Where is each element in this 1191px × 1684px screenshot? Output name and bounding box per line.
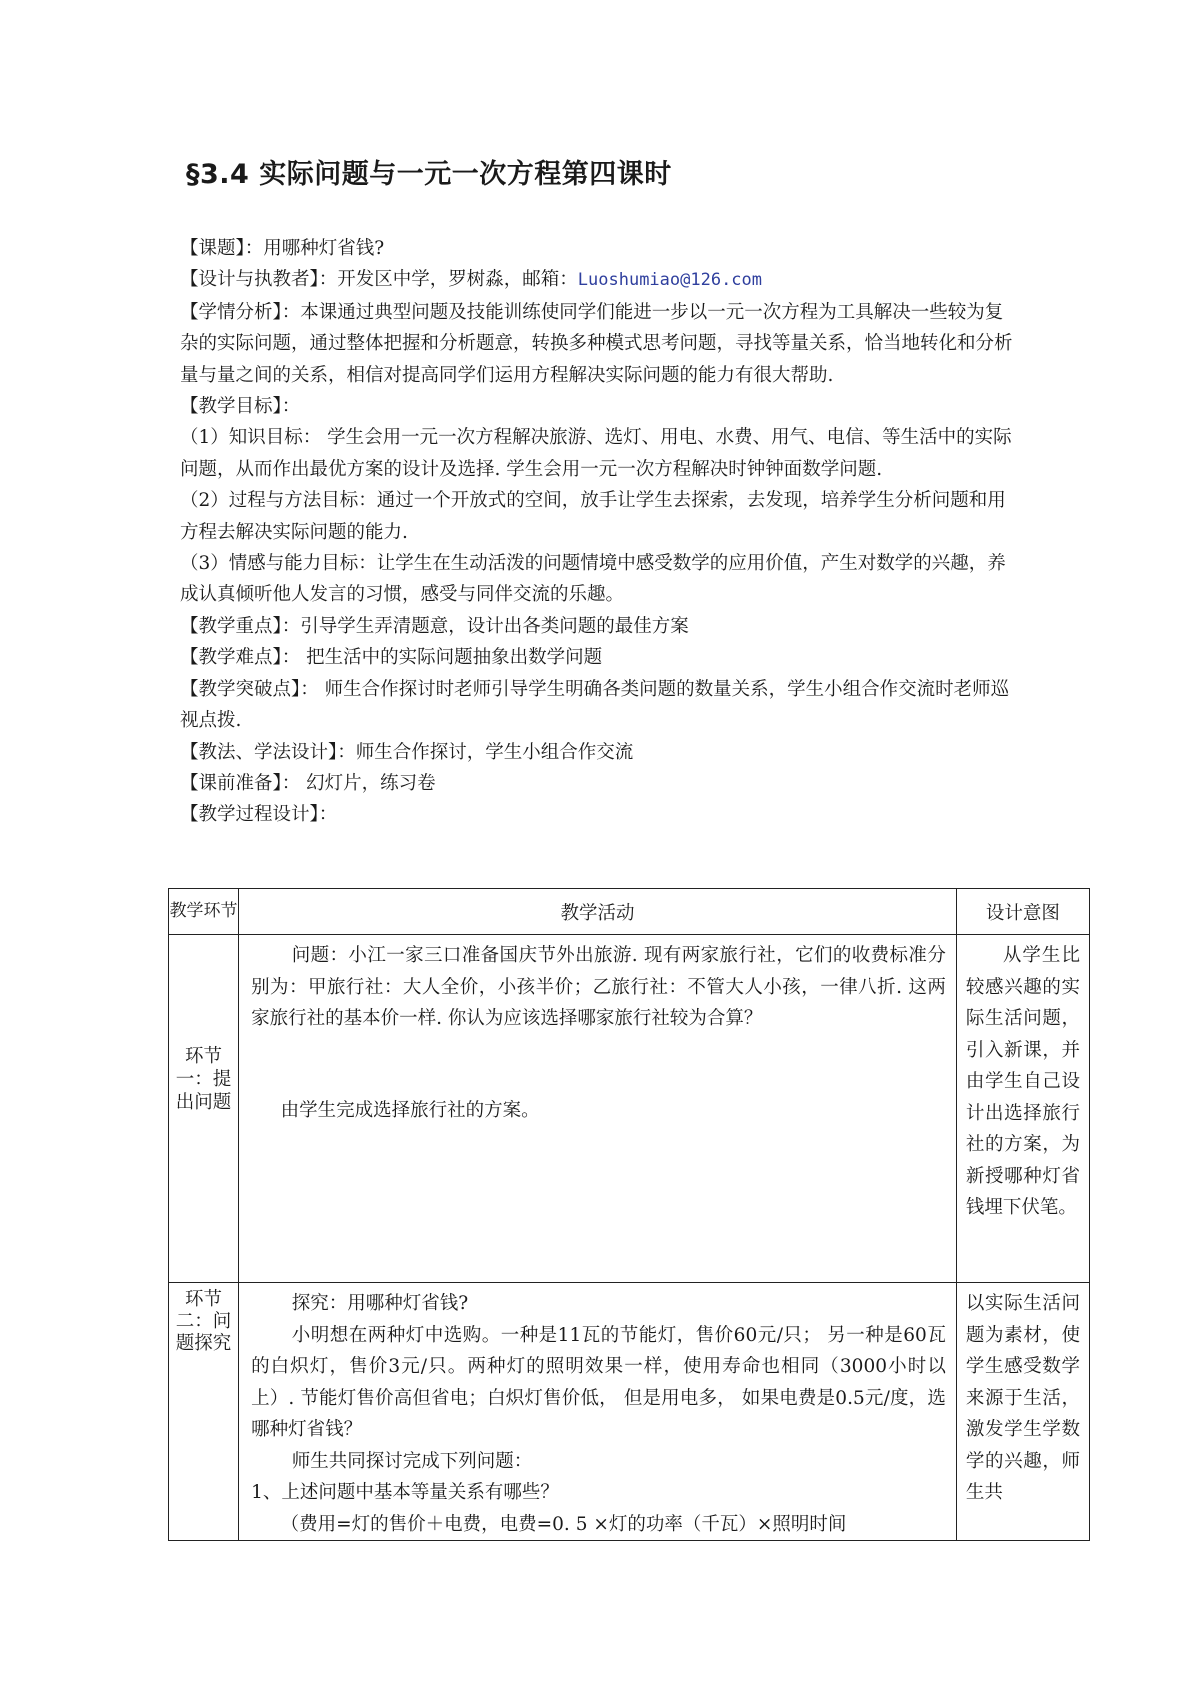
methods-label: 【教法、学法设计】： bbox=[180, 741, 356, 763]
header-intent: 设计意图 bbox=[956, 889, 1089, 935]
designer-line bbox=[180, 264, 1020, 296]
stage-label: 环节二：问题探究 bbox=[175, 1289, 232, 1354]
key-points-label: 【教学重点】： bbox=[180, 615, 301, 637]
activity-paragraph: （费用=灯的售价＋电费，电费=0. 5 ×灯的功率（千瓦）×照明时间 bbox=[280, 1513, 847, 1535]
preparation-value: 幻灯片，练习卷 bbox=[300, 772, 436, 794]
designer-value: 开发区中学，罗树淼，邮箱： bbox=[337, 269, 578, 291]
activity-paragraph: 1、上述问题中基本等量关系有哪些？ bbox=[251, 1482, 559, 1503]
key-points-value: 引导学生弄清题意，设计出各类问题的最佳方案 bbox=[300, 615, 689, 637]
analysis-line bbox=[180, 297, 1020, 391]
goal-knowledge: （1）知识目标： 学生会用一元一次方程解决旅游、选灯、用电、水费、用气、电信、等生活中的实际问题，从而作出最优方案的设计及选择. 学生会用一元一次方程解决时钟钟面数学问题. bbox=[180, 427, 1012, 480]
table-row bbox=[169, 935, 1090, 1283]
stage-label: 环节一：提出问题 bbox=[175, 1046, 232, 1113]
process-label: 【教学过程设计】： bbox=[180, 804, 338, 826]
breakthrough-value: 师生合作探讨时老师引导学生明确各类问题的数量关系，学生小组合作交流时老师巡视点拨. bbox=[180, 678, 1010, 732]
lesson-process-table bbox=[168, 888, 1090, 1541]
stage-cell bbox=[169, 935, 239, 1283]
page-title: §3.4 实际问题与一元一次方程第四课时 bbox=[186, 159, 672, 190]
topic-label: 【课题】： bbox=[180, 238, 264, 259]
analysis-label: 【学情分析】： bbox=[180, 301, 301, 323]
analysis-value: 本课通过典型问题及技能训练使同学们能进一步以一元一次方程为工具解决一些较为复杂的实际问题，通过整体把握和分析题意，转换多种模式思考问题，寻找等量关系，恰当地转化和分析量与量之间的关系，相信对提高同学们运用方程解决实际问题的能力有很大帮助. bbox=[180, 301, 1013, 386]
methods-line bbox=[180, 737, 1020, 768]
difficulties-value: 把生活中的实际问题抽象出数学问题 bbox=[300, 647, 603, 669]
topic-line bbox=[180, 233, 1020, 264]
activity-paragraph: 探究：用哪种灯省钱? bbox=[291, 1293, 469, 1314]
intent-text: 从学生比较感兴趣的实际生活问题，引入新课，并由学生自己设计出选择旅行社的方案，为新授哪种灯省钱埋下伏笔。 bbox=[965, 945, 1080, 1218]
stage-cell bbox=[169, 1283, 239, 1541]
activity-cell bbox=[239, 1283, 957, 1541]
preparation-line bbox=[180, 768, 1020, 799]
intent-cell bbox=[956, 935, 1089, 1283]
designer-label: 【设计与执教者】： bbox=[180, 269, 338, 291]
breakthrough-label: 【教学突破点】： bbox=[180, 678, 319, 700]
goal-emotion: （3）情感与能力目标：让学生在生动活泼的问题情境中感受数学的应用价值，产生对数学的兴趣，养成认真倾听他人发言的习惯，感受与同伴交流的乐趣。 bbox=[180, 553, 1006, 606]
intent-text: 以实际生活问题为素材，使学生感受数学来源于生活，激发学生学数学的兴趣，师生共 bbox=[965, 1293, 1080, 1503]
preparation-label: 【课前准备】： bbox=[180, 772, 301, 794]
activity-paragraph: 由学生完成选择旅行社的方案。 bbox=[280, 1099, 540, 1121]
intent-cell bbox=[956, 1283, 1089, 1541]
activity-paragraph: 师生共同探讨完成下列问题： bbox=[291, 1450, 533, 1472]
header-stage-label: 教学环节 bbox=[169, 901, 238, 921]
activity-paragraph: 问题：小江一家三口准备国庆节外出旅游. 现有两家旅行社，它们的收费标准分别为：甲旅行社：大人全价，小孩半价；乙旅行社：不管大人小孩，一律八折. 这两家旅行社的基本价一样. 你认为应该选择哪家旅行社较为合算？ bbox=[251, 945, 946, 1029]
goal-process: （2）过程与方法目标：通过一个开放式的空间，放手让学生去探索，去发现，培养学生分析问题和用方程去解决实际问题的能力. bbox=[180, 490, 1006, 543]
header-activity: 教学活动 bbox=[239, 889, 957, 935]
lesson-info bbox=[180, 233, 1020, 831]
goals-label: 【教学目标】： bbox=[180, 396, 301, 418]
breakthrough-line bbox=[180, 674, 1020, 737]
difficulties-label: 【教学难点】： bbox=[180, 647, 301, 669]
methods-value: 师生合作探讨，学生小组合作交流 bbox=[355, 741, 634, 763]
activity-cell bbox=[239, 935, 957, 1283]
key-points-line bbox=[180, 611, 1020, 642]
topic-value: 用哪种灯省钱? bbox=[263, 238, 385, 259]
header-stage bbox=[169, 889, 239, 935]
email-link[interactable]: Luoshumiao@126.com bbox=[577, 270, 763, 291]
table-header-row bbox=[169, 889, 1090, 935]
activity-paragraph: 小明想在两种灯中选购。一种是11瓦的节能灯，售价60元/只； 另一种是60瓦的白炽灯，售价3元/只。两种灯的照明效果一样，使用寿命也相同（3000小时以上）. 节能灯售价高但省电；白炽灯售价低， 但是用电多， 如果电费是0.5元/度，选哪种灯省钱？ bbox=[251, 1324, 946, 1440]
difficulties-line bbox=[180, 642, 1020, 673]
table-row bbox=[169, 1283, 1090, 1541]
